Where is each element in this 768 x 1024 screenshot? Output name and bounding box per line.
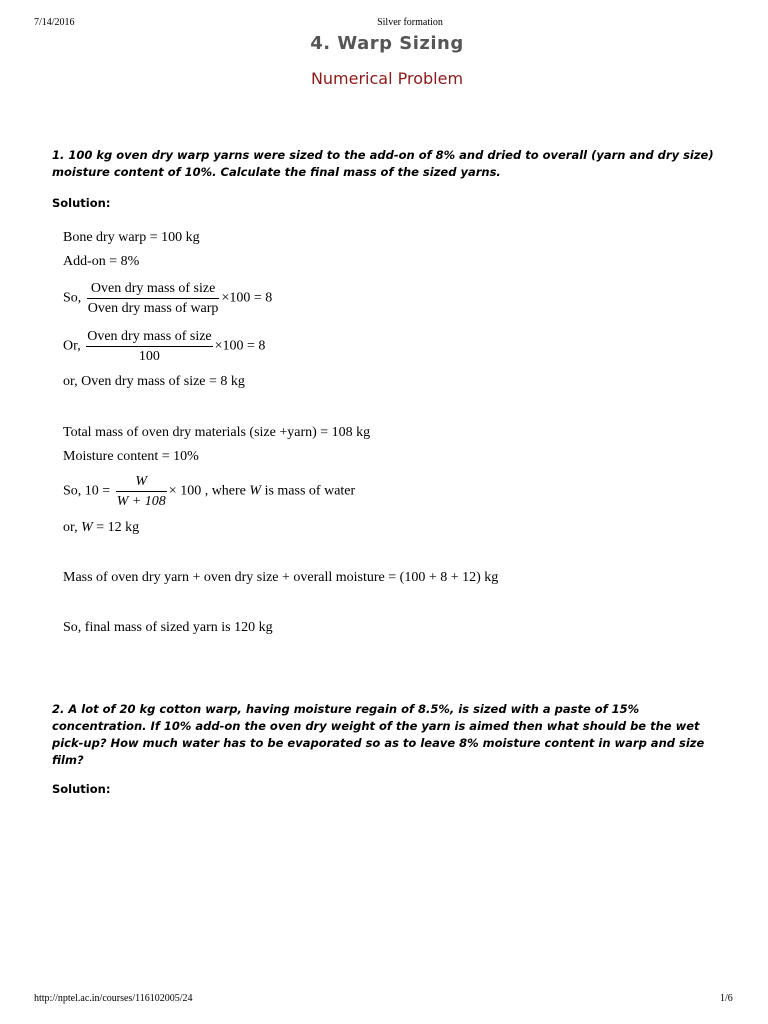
page-subtitle: Numerical Problem — [310, 69, 464, 88]
line-8-prefix: So, 10 = — [63, 483, 111, 499]
page-title: 4. Warp Sizing — [310, 33, 464, 54]
problem-2-solution-label: Solution: — [52, 782, 111, 796]
line-3-prefix: So, — [63, 290, 82, 306]
solution-line-3 — [63, 280, 272, 317]
footer-url[interactable]: http://nptel.ac.in/courses/116102005/24 — [34, 993, 193, 1004]
solution-line-2: Add-on = 8% — [63, 254, 140, 269]
line-8-suffix-a: × 100 , where — [168, 483, 250, 499]
fraction-water-ratio — [116, 473, 167, 510]
fraction-size-over-100 — [86, 328, 212, 365]
fraction-size-over-warp — [87, 280, 220, 317]
solution-line-11: So, final mass of sized yarn is 120 kg — [63, 620, 273, 635]
solution-line-9 — [63, 520, 139, 536]
solution-line-10: Mass of oven dry yarn + oven dry size + overall moisture = (100 + 8 + 12) kg — [63, 570, 499, 585]
fraction-numerator — [116, 473, 167, 492]
line-9-suffix: = 12 kg — [92, 520, 140, 535]
line-3-suffix: ×100 = 8 — [221, 290, 273, 306]
fraction-denominator — [116, 492, 167, 510]
solution-line-5: or, Oven dry mass of size = 8 kg — [63, 374, 245, 389]
problem-1-solution-label: Solution: — [52, 196, 111, 210]
line-4-suffix: ×100 = 8 — [214, 338, 266, 354]
variable-w: W — [135, 474, 148, 489]
print-date: 7/14/2016 — [34, 17, 75, 28]
variable-w-plus: W + 108 — [116, 494, 166, 509]
problem-1-statement: 1. 100 kg oven dry warp yarns were sized to the add-on of 8% and dried to overall (yarn and dry size) moisture content of 10%. Calculate the final mass of the sized yarns. — [52, 148, 714, 179]
print-doc-title: Silver formation — [377, 17, 443, 28]
variable-w: W — [249, 483, 262, 499]
fraction-denominator: Oven dry mass of warp — [87, 301, 219, 316]
variable-w: W — [81, 520, 93, 535]
solution-line-7: Moisture content = 10% — [63, 449, 199, 464]
line-8-suffix-b: is mass of water — [261, 483, 356, 499]
fraction-numerator: Oven dry mass of size — [87, 280, 220, 299]
solution-line-1: Bone dry warp = 100 kg — [63, 230, 200, 245]
fraction-numerator: Oven dry mass of size — [86, 328, 212, 347]
footer-page-number: 1/6 — [720, 993, 733, 1004]
solution-line-4 — [63, 328, 265, 365]
line-9-prefix: or, — [63, 520, 82, 535]
solution-line-8 — [63, 473, 355, 510]
line-4-prefix: Or, — [63, 338, 81, 354]
problem-2-statement: 2. A lot of 20 kg cotton warp, having moisture regain of 8.5%, is sized with a paste of 15% concentration. If 10% add-on the oven dry weight of the yarn is aimed then what should be the wet pick-up? How much water has to be evaporated so as to leave 8% moisture content in warp and size film? — [52, 702, 705, 767]
fraction-denominator: 100 — [138, 349, 160, 364]
solution-line-6: Total mass of oven dry materials (size +yarn) = 108 kg — [63, 425, 371, 440]
